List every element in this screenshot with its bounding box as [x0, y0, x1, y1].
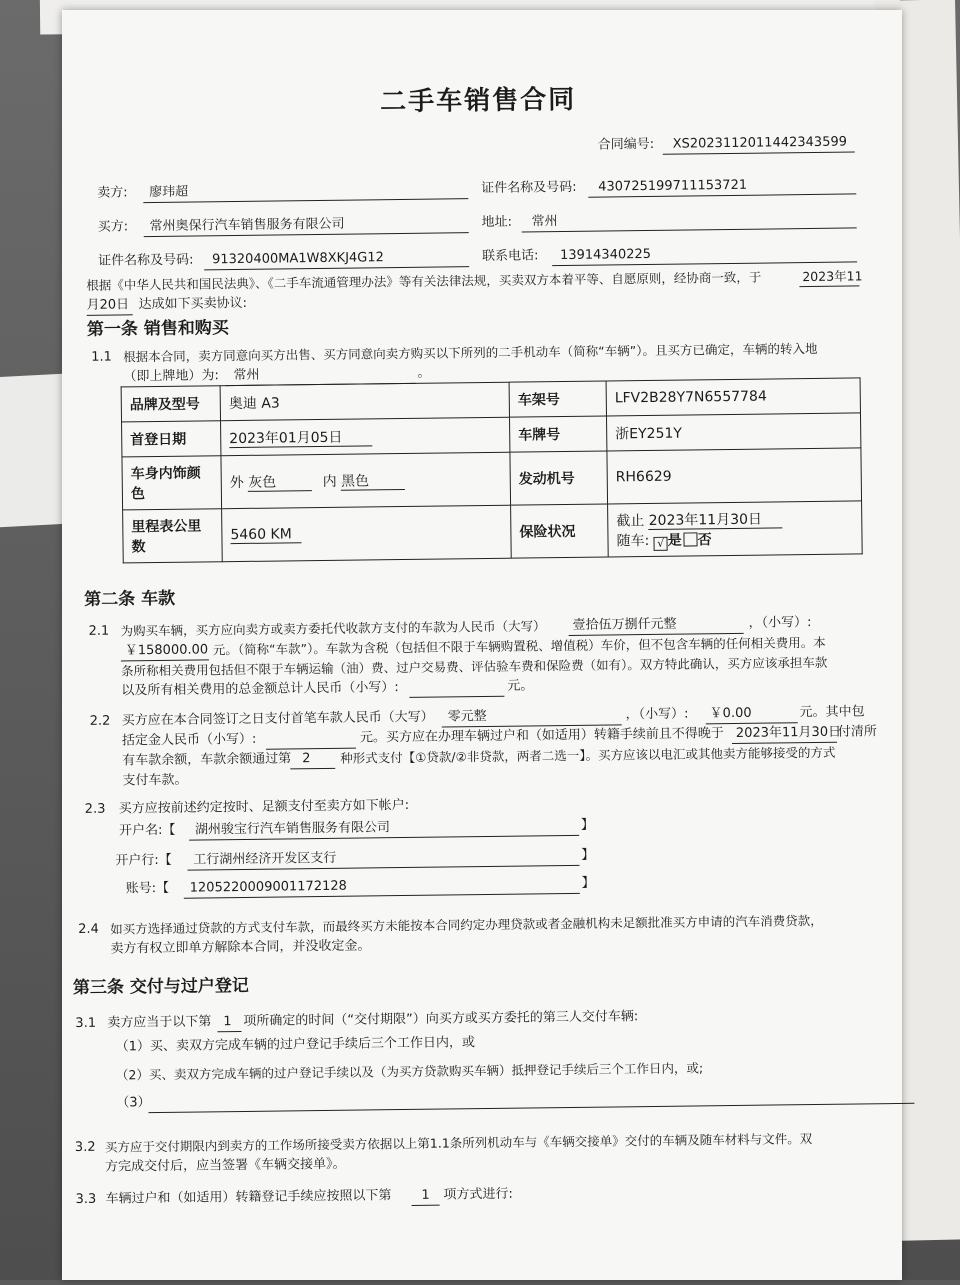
underline — [522, 227, 857, 232]
interior-prefix: 内 — [322, 473, 337, 490]
table-row — [122, 448, 862, 510]
clause-text: 付清所 — [837, 724, 877, 740]
clause-text: ，（小写）: — [748, 615, 812, 631]
table-label: 里程表公里数 — [123, 509, 223, 563]
clause-text: 根据本合同，卖方同意向买方出售、买方同意向卖方购买以下所列的二手机动车（简称“车辆”）。且买方已确定，车辆的转入地 — [123, 340, 818, 365]
clause-text: 车辆过户和（如适用）转籍登记手续应按照以下第 — [105, 1188, 392, 1207]
payment-deadline: 2023年11月30日 — [735, 724, 842, 741]
table-row — [123, 501, 863, 563]
underline — [87, 314, 133, 316]
no-label: 否 — [697, 531, 712, 548]
table-value: 奥迪 A3 — [220, 382, 509, 421]
list-item: （2）买、卖双方完成车辆的过户登记手续以及（为买方贷款购买车辆）抵押登记手续后三个工作日内，或; — [115, 1060, 704, 1083]
underline — [412, 1205, 440, 1206]
clause-text: 种形式支付【①贷款/②非贷款，两者二选一】。买方应该以电汇或其他卖方能够接受的方式 — [340, 744, 836, 766]
clause-text: 元。 — [507, 678, 534, 694]
vehicle-info-table — [121, 377, 863, 563]
first-registration-date: 2023年01月05日 — [229, 429, 372, 448]
contract-no: XS2023112011442343599 — [672, 134, 848, 152]
seller-name: 廖玮超 — [149, 184, 189, 201]
bracket: 】 — [581, 875, 595, 891]
table-label: 车牌号 — [509, 416, 606, 452]
delivery-option-number: 1 — [223, 1014, 232, 1030]
clause-text: 有车款余额，车款余额通过第 — [122, 751, 292, 769]
clause-text: 项方式进行: — [443, 1186, 513, 1203]
clause-text: 买方应按前述约定按时、足额支付至卖方如下帐户: — [118, 797, 410, 817]
table-value: 浙EY251Y — [606, 413, 860, 451]
first-payment-uppercase: 零元整 — [447, 708, 487, 725]
table-label: 品牌及型号 — [121, 386, 220, 422]
list-item: （1）买、卖双方完成车辆的过户登记手续后三个工作日内，或 — [115, 1035, 476, 1055]
seller-id: 430725199711153721 — [598, 177, 748, 195]
insurance-with-car — [616, 527, 853, 551]
preamble-date: 2023年11 — [802, 268, 863, 285]
article-heading: 第三条 交付与过户登记 — [72, 975, 249, 999]
clause-text: 卖方应当于以下第 — [107, 1014, 212, 1031]
article-heading: 第一条 销售和购买 — [86, 318, 229, 340]
preamble-date: 月20日 — [86, 297, 130, 313]
buyer-id-label: 证件名称及号码: — [97, 252, 194, 269]
phone-label: 联系电话: — [481, 248, 539, 265]
clause-number: 2.2 — [89, 713, 111, 729]
clause-text: ，（小写）: — [625, 706, 689, 723]
contract-content — [61, 5, 916, 1285]
interior-color: 黑色 — [341, 473, 405, 491]
account-no-label: 账号:【 — [125, 880, 170, 897]
clause-number: 3.1 — [75, 1015, 97, 1032]
buyer-id: 91320400MA1W8XKJ4G12 — [211, 250, 384, 268]
checkbox-empty-icon — [684, 532, 698, 546]
address: 常州 — [531, 214, 558, 230]
account-name: 湖州骏宝行汽车销售服务有限公司 — [194, 820, 391, 838]
clause-number: 2.4 — [78, 921, 100, 937]
clause-text: 买方应于交付期限内到卖方的工作场所接受卖方依据以上第1.1条所列机动车与《车辆交接单》交付的车辆及随车材料与文件。双 — [104, 1131, 813, 1155]
account-bank: 工行湖州经济开发区支行 — [193, 850, 337, 868]
clause-text: 买方应在本合同签订之日支付首笔车款人民币（大写） — [121, 709, 434, 729]
price-uppercase: 壹拾伍万捌仟元整 — [572, 616, 677, 633]
clause-text: 。 — [417, 365, 431, 381]
clause-number: 3.2 — [74, 1139, 96, 1156]
preamble-text: 达成如下买卖协议: — [138, 295, 248, 313]
table-label: 首登日期 — [122, 421, 221, 457]
address-label: 地址: — [481, 214, 513, 231]
insurance-with-label: 随车: — [616, 532, 650, 549]
list-item: （3） — [116, 1095, 151, 1111]
clause-text: 元。（简称“车款”）。车款为含税（包括但不限于车辆购置税、增值税）车价，但不包含车辆的任何相关费用。本 — [212, 634, 826, 658]
preamble-text: 根据《中华人民共和国民法典》、《二手车流通管理办法》等有关法律法规，买卖双方本着平等、自愿原则，经协商一致，于 — [86, 269, 762, 293]
registration-place: 常州 — [233, 367, 260, 384]
transfer-option-number: 1 — [421, 1187, 430, 1203]
underline — [290, 768, 335, 770]
table-value — [222, 505, 512, 562]
payment-method-number: 2 — [302, 751, 311, 767]
clause-text: 方完成交付后，应当签署《车辆交接单》。 — [105, 1156, 346, 1175]
phone: 13914340225 — [559, 246, 652, 264]
account-name-label: 开户名:【 — [118, 822, 176, 839]
table-label: 发动机号 — [510, 451, 608, 505]
clause-text: 元。其中包 — [799, 704, 865, 721]
table-value — [221, 452, 511, 509]
seller-label: 卖方: — [97, 185, 128, 201]
buyer-label: 买方: — [97, 219, 129, 235]
checkbox-checked-icon: √ — [654, 536, 668, 550]
contract-no-label: 合同编号: — [597, 136, 655, 153]
clause-text: 元。买方应在办理车辆过户和（如适用）转籍手续前且不得晚于 — [359, 726, 724, 746]
article-heading: 第二条 车款 — [84, 588, 176, 610]
clause-number: 1.1 — [91, 349, 113, 365]
seller-id-label: 证件名称及号码: — [481, 179, 577, 197]
account-bank-label: 开户行:【 — [115, 852, 172, 869]
underline — [409, 696, 504, 698]
insurance-prefix: 截止 — [616, 512, 645, 529]
clause-text: 条所称相关费用包括但不限于车辆运输（油）费、过户交易费、评估验车费和保险费（如有）。双方特此确认，买方应该承担车款 — [120, 654, 828, 679]
table-value — [608, 501, 863, 557]
contract-sheet — [62, 10, 902, 1280]
clause-text: 项所确定的时间（“交付期限”）向买方或买方委托的第三人交付车辆: — [243, 1009, 639, 1029]
clause-number: 3.3 — [75, 1191, 97, 1208]
underline — [217, 1031, 241, 1032]
account-no: 1205220009001172128 — [189, 878, 347, 896]
clause-text: 如买方选择通过贷款的方式支付车款，而最终买方未能按本合同约定办理贷款或者金融机构未足额批准买方申请的汽车消费贷款， — [110, 912, 823, 937]
table-label: 车架号 — [509, 381, 606, 417]
mileage-value: 5460 KM — [230, 526, 302, 544]
clause-text: （即上牌地）为: — [123, 368, 219, 385]
table-value — [221, 417, 510, 456]
exterior-color: 灰色 — [248, 474, 312, 492]
clause-text: 为购买车辆，买方应向卖方或卖方委托代收款方支付的车款为人民币（大写） — [120, 618, 546, 639]
exterior-prefix: 外 — [229, 474, 244, 492]
clause-number: 2.3 — [84, 801, 106, 817]
bracket: 】 — [581, 847, 595, 863]
insurance-date: 2023年11月30日 — [649, 511, 782, 530]
clause-text: 支付车款。 — [122, 772, 188, 789]
clause-text: 以及所有相关费用的总金额总计人民币（小写）: — [121, 680, 399, 699]
first-payment-lowercase: ￥0.00 — [709, 705, 752, 722]
underline — [148, 1103, 914, 1113]
clause-number: 2.1 — [88, 623, 110, 639]
table-label: 保险状况 — [511, 504, 609, 558]
table-value: RH6629 — [607, 448, 862, 504]
table-label: 车身内饰颜色 — [122, 456, 222, 510]
bracket: 】 — [580, 817, 595, 833]
table-value: LFV2B28Y7N6557784 — [606, 378, 860, 416]
clause-text: 括定金人民币（小写）: — [121, 731, 257, 749]
yes-label: 是 — [667, 532, 682, 549]
clause-text: 卖方有权立即单方解除本合同，并没收定金。 — [110, 938, 371, 957]
document-title: 二手车销售合同 — [379, 84, 577, 118]
buyer-name: 常州奥保行汽车销售服务有限公司 — [149, 216, 345, 235]
underline — [799, 285, 859, 287]
price-lowercase: ￥158000.00 — [124, 642, 209, 659]
underline — [143, 198, 468, 203]
